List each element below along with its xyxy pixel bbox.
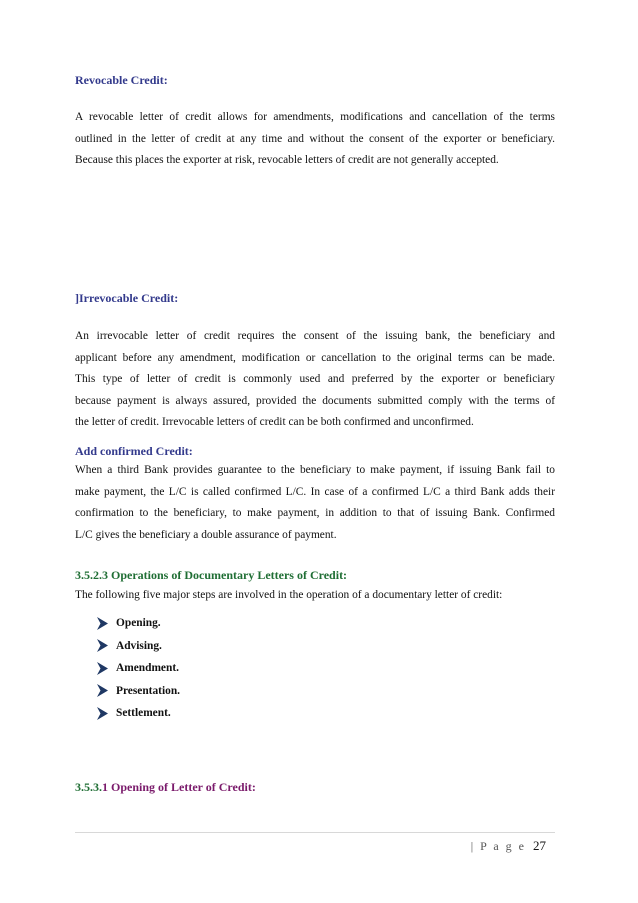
heading-opening-text: 1 Opening of Letter of Credit: bbox=[102, 780, 256, 794]
arrow-bullet-icon bbox=[97, 617, 108, 630]
page-footer bbox=[471, 838, 546, 854]
text-line: L/C gives the beneficiary a double assurance of payment. bbox=[75, 528, 337, 541]
heading-confirmed-credit bbox=[75, 444, 555, 459]
text-line: because payment is always assured, provided the documents submitted comply with the terms of bbox=[75, 394, 555, 407]
heading-opening-number: 3.5.3. bbox=[75, 780, 102, 794]
paragraph-irrevocable bbox=[75, 326, 555, 434]
page-label: | P a g e bbox=[470, 839, 526, 853]
text-line: An irrevocable letter of credit requires the consent of the issuing bank, the beneficiary and bbox=[75, 330, 555, 342]
text-line: Because this places the exporter at risk, revocable letters of credit are not generally accepted. bbox=[75, 154, 499, 166]
arrow-bullet-icon bbox=[97, 662, 108, 675]
text-line: confirmation to the beneficiary, to make payment, in addition to that of issuing Bank. Confirmed bbox=[75, 507, 555, 519]
footer-divider bbox=[75, 832, 555, 833]
text-line: The following five major steps are involved in the operation of a documentary letter of credit: bbox=[75, 589, 503, 601]
paragraph-revocable bbox=[75, 107, 555, 172]
heading-operations bbox=[75, 568, 555, 583]
paragraph-operations-intro bbox=[75, 585, 555, 607]
arrow-bullet-icon bbox=[97, 639, 108, 652]
heading-operations-text: 3.5.2.3 Operations of Documentary Letters of Credit: bbox=[75, 568, 348, 582]
steps-list bbox=[97, 612, 180, 725]
text-line: This type of letter of credit is commonly used and preferred by the exporter or beneficiary bbox=[75, 373, 555, 385]
list-item-label: Amendment. bbox=[116, 662, 179, 675]
list-item bbox=[97, 702, 180, 725]
text-line: applicant before any amendment, modification or cancellation to the original terms can be made. bbox=[75, 351, 555, 364]
list-item-label: Settlement. bbox=[116, 707, 171, 720]
list-item-label: Opening. bbox=[116, 617, 161, 630]
list-item bbox=[97, 657, 180, 680]
text-line: make payment, the L/C is called confirmed L/C. In case of a confirmed L/C a third Bank adds their bbox=[75, 485, 555, 498]
paragraph-confirmed bbox=[75, 460, 555, 546]
list-item bbox=[97, 635, 180, 658]
arrow-bullet-icon bbox=[97, 684, 108, 697]
heading-revocable-text: Revocable Credit: bbox=[75, 73, 168, 87]
heading-revocable-credit bbox=[75, 73, 555, 88]
heading-confirmed-text: Add confirmed Credit: bbox=[75, 444, 193, 458]
heading-opening bbox=[75, 780, 555, 795]
text-line: When a third Bank provides guarantee to the beneficiary to make payment, if issuing Bank fail to bbox=[75, 464, 555, 476]
text-line: A revocable letter of credit allows for amendments, modifications and cancellation of the terms bbox=[75, 111, 555, 123]
text-line: the letter of credit. Irrevocable letters of credit can be both confirmed and unconfirmed. bbox=[75, 416, 474, 428]
list-item bbox=[97, 612, 180, 635]
heading-irrevocable-credit bbox=[75, 291, 555, 306]
list-item-label: Advising. bbox=[116, 639, 162, 652]
arrow-bullet-icon bbox=[97, 707, 108, 720]
list-item-label: Presentation. bbox=[116, 684, 181, 697]
heading-irrevocable-text: ]Irrevocable Credit: bbox=[75, 291, 179, 305]
list-item bbox=[97, 680, 180, 703]
text-line: outlined in the letter of credit at any time and without the consent of the exporter or beneficiary. bbox=[75, 132, 555, 145]
page-number: 27 bbox=[533, 838, 546, 853]
